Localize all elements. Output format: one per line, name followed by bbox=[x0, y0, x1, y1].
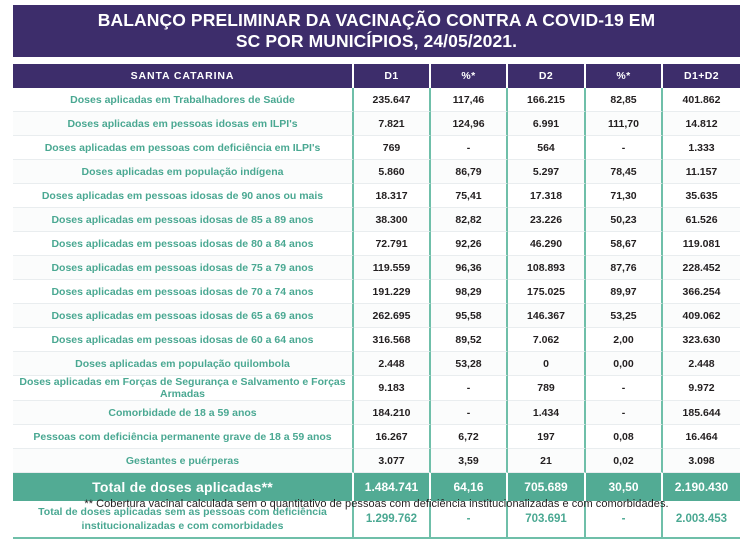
table-row bbox=[13, 376, 740, 401]
cell-pct2: 82,85 bbox=[586, 88, 663, 112]
row-label: Gestantes e puérperas bbox=[13, 449, 354, 473]
cell-pct2: - bbox=[586, 376, 663, 401]
table-row bbox=[13, 401, 740, 425]
cell-pct2: - bbox=[586, 136, 663, 160]
row-label: Doses aplicadas em pessoas idosas de 60 a 64 anos bbox=[13, 328, 354, 352]
table-row bbox=[13, 425, 740, 449]
subtotal-cell-pct1: - bbox=[431, 501, 508, 539]
table-header-row bbox=[13, 64, 740, 88]
column-header-d2: D2 bbox=[508, 64, 586, 88]
cell-d1: 119.559 bbox=[354, 256, 431, 280]
cell-d1: 5.860 bbox=[354, 160, 431, 184]
cell-total: 16.464 bbox=[663, 425, 740, 449]
subtotal-label-line-2: institucionalizadas e com comorbidades bbox=[81, 520, 284, 532]
table-row bbox=[13, 88, 740, 112]
cell-total: 409.062 bbox=[663, 304, 740, 328]
total-cell-d1: 1.484.741 bbox=[354, 473, 431, 501]
cell-pct1: 53,28 bbox=[431, 352, 508, 376]
page-title-banner bbox=[13, 5, 740, 57]
cell-total: 366.254 bbox=[663, 280, 740, 304]
cell-d1: 9.183 bbox=[354, 376, 431, 401]
cell-d1: 769 bbox=[354, 136, 431, 160]
cell-total: 3.098 bbox=[663, 449, 740, 473]
cell-d1: 316.568 bbox=[354, 328, 431, 352]
cell-d2: 5.297 bbox=[508, 160, 586, 184]
table-row bbox=[13, 280, 740, 304]
cell-pct1: 117,46 bbox=[431, 88, 508, 112]
cell-total: 14.812 bbox=[663, 112, 740, 136]
subtotal-cell-d2: 703.691 bbox=[508, 501, 586, 539]
cell-pct2: 89,97 bbox=[586, 280, 663, 304]
cell-pct1: - bbox=[431, 376, 508, 401]
table-row bbox=[13, 232, 740, 256]
row-label: Doses aplicadas em população indígena bbox=[13, 160, 354, 184]
footnote-text: ** Cobertura vacinal calculada sem o quantitativo de pessoas com deficiência institucionalizadas e com comorbidades. bbox=[84, 498, 669, 510]
cell-pct1: 75,41 bbox=[431, 184, 508, 208]
cell-total: 9.972 bbox=[663, 376, 740, 401]
cell-pct2: 2,00 bbox=[586, 328, 663, 352]
cell-total: 61.526 bbox=[663, 208, 740, 232]
cell-pct2: 87,76 bbox=[586, 256, 663, 280]
cell-d2: 0 bbox=[508, 352, 586, 376]
cell-d2: 21 bbox=[508, 449, 586, 473]
total-cell-pct1: 64,16 bbox=[431, 473, 508, 501]
cell-d2: 46.290 bbox=[508, 232, 586, 256]
table-row bbox=[13, 304, 740, 328]
cell-pct2: 0,08 bbox=[586, 425, 663, 449]
subtotal-cell-d1: 1.299.762 bbox=[354, 501, 431, 539]
table-row bbox=[13, 256, 740, 280]
cell-d2: 1.434 bbox=[508, 401, 586, 425]
table-row bbox=[13, 449, 740, 473]
row-label: Doses aplicadas em pessoas idosas de 70 a 74 anos bbox=[13, 280, 354, 304]
cell-d1: 184.210 bbox=[354, 401, 431, 425]
total-row-label: Total de doses aplicadas** bbox=[13, 473, 354, 501]
cell-d1: 3.077 bbox=[354, 449, 431, 473]
cell-pct2: 111,70 bbox=[586, 112, 663, 136]
cell-pct1: - bbox=[431, 401, 508, 425]
cell-d2: 166.215 bbox=[508, 88, 586, 112]
cell-d2: 146.367 bbox=[508, 304, 586, 328]
table-header bbox=[13, 64, 740, 88]
table-row bbox=[13, 328, 740, 352]
cell-d1: 38.300 bbox=[354, 208, 431, 232]
table-body bbox=[13, 88, 740, 539]
row-label: Comorbidade de 18 a 59 anos bbox=[13, 401, 354, 425]
cell-pct2: - bbox=[586, 401, 663, 425]
cell-pct2: 50,23 bbox=[586, 208, 663, 232]
row-label: Doses aplicadas em pessoas idosas de 65 a 69 anos bbox=[13, 304, 354, 328]
cell-pct2: 0,02 bbox=[586, 449, 663, 473]
vaccination-table bbox=[13, 64, 740, 539]
cell-d1: 7.821 bbox=[354, 112, 431, 136]
cell-pct1: 6,72 bbox=[431, 425, 508, 449]
cell-d1: 72.791 bbox=[354, 232, 431, 256]
cell-total: 401.862 bbox=[663, 88, 740, 112]
cell-d1: 18.317 bbox=[354, 184, 431, 208]
row-label: Doses aplicadas em pessoas idosas de 80 a 84 anos bbox=[13, 232, 354, 256]
cell-pct2: 0,00 bbox=[586, 352, 663, 376]
column-header-d1: D1 bbox=[354, 64, 431, 88]
page-title-line-2: SC POR MUNICÍPIOS, 24/05/2021. bbox=[235, 31, 518, 51]
cell-d1: 262.695 bbox=[354, 304, 431, 328]
row-label: Doses aplicadas em pessoas com deficiência em ILPI's bbox=[13, 136, 354, 160]
cell-pct1: 96,36 bbox=[431, 256, 508, 280]
total-cell-total: 2.190.430 bbox=[663, 473, 740, 501]
cell-d1: 16.267 bbox=[354, 425, 431, 449]
cell-d2: 108.893 bbox=[508, 256, 586, 280]
subtotal-cell-pct2: - bbox=[586, 501, 663, 539]
cell-d2: 23.226 bbox=[508, 208, 586, 232]
cell-pct2: 58,67 bbox=[586, 232, 663, 256]
cell-total: 1.333 bbox=[663, 136, 740, 160]
cell-pct1: 86,79 bbox=[431, 160, 508, 184]
cell-d2: 17.318 bbox=[508, 184, 586, 208]
cell-d1: 235.647 bbox=[354, 88, 431, 112]
row-label: Doses aplicadas em Forças de Segurança e Salvamento e Forças Armadas bbox=[13, 376, 354, 401]
cell-total: 2.448 bbox=[663, 352, 740, 376]
table-row bbox=[13, 160, 740, 184]
cell-total: 11.157 bbox=[663, 160, 740, 184]
cell-pct1: 95,58 bbox=[431, 304, 508, 328]
row-label: Doses aplicadas em pessoas idosas de 75 a 79 anos bbox=[13, 256, 354, 280]
column-header-pct2: %* bbox=[586, 64, 663, 88]
subtotal-label-line-1: Total de doses aplicadas sem as pessoas com deficiência bbox=[38, 505, 327, 518]
cell-d2: 197 bbox=[508, 425, 586, 449]
vaccination-table-container bbox=[13, 64, 740, 539]
cell-pct1: 124,96 bbox=[431, 112, 508, 136]
cell-d1: 2.448 bbox=[354, 352, 431, 376]
table-row bbox=[13, 352, 740, 376]
table-row bbox=[13, 136, 740, 160]
total-cell-d2: 705.689 bbox=[508, 473, 586, 501]
cell-d2: 564 bbox=[508, 136, 586, 160]
cell-pct2: 78,45 bbox=[586, 160, 663, 184]
cell-d2: 175.025 bbox=[508, 280, 586, 304]
cell-pct2: 53,25 bbox=[586, 304, 663, 328]
cell-d2: 6.991 bbox=[508, 112, 586, 136]
cell-total: 185.644 bbox=[663, 401, 740, 425]
cell-pct1: - bbox=[431, 136, 508, 160]
page-title-line-1: BALANÇO PRELIMINAR DA VACINAÇÃO CONTRA A COVID-19 EM bbox=[97, 10, 656, 31]
row-label: Pessoas com deficiência permanente grave de 18 a 59 anos bbox=[13, 425, 354, 449]
cell-total: 323.630 bbox=[663, 328, 740, 352]
cell-pct2: 71,30 bbox=[586, 184, 663, 208]
cell-total: 35.635 bbox=[663, 184, 740, 208]
row-label: Doses aplicadas em Trabalhadores de Saúde bbox=[13, 88, 354, 112]
row-label: Doses aplicadas em pessoas idosas de 85 a 89 anos bbox=[13, 208, 354, 232]
cell-total: 119.081 bbox=[663, 232, 740, 256]
cell-pct1: 92,26 bbox=[431, 232, 508, 256]
cell-pct1: 3,59 bbox=[431, 449, 508, 473]
table-row bbox=[13, 184, 740, 208]
row-label: Doses aplicadas em pessoas idosas em ILPI's bbox=[13, 112, 354, 136]
cell-pct1: 89,52 bbox=[431, 328, 508, 352]
cell-pct1: 82,82 bbox=[431, 208, 508, 232]
cell-d1: 191.229 bbox=[354, 280, 431, 304]
subtotal-cell-total: 2.003.453 bbox=[663, 501, 740, 539]
cell-d2: 789 bbox=[508, 376, 586, 401]
table-row bbox=[13, 208, 740, 232]
column-header-d1-plus-d2: D1+D2 bbox=[663, 64, 740, 88]
table-row bbox=[13, 112, 740, 136]
table-total-row bbox=[13, 473, 740, 501]
column-header-region: SANTA CATARINA bbox=[13, 64, 354, 88]
total-cell-pct2: 30,50 bbox=[586, 473, 663, 501]
cell-pct1: 98,29 bbox=[431, 280, 508, 304]
row-label: Doses aplicadas em pessoas idosas de 90 anos ou mais bbox=[13, 184, 354, 208]
cell-d2: 7.062 bbox=[508, 328, 586, 352]
row-label: Doses aplicadas em população quilombola bbox=[13, 352, 354, 376]
cell-total: 228.452 bbox=[663, 256, 740, 280]
column-header-pct1: %* bbox=[431, 64, 508, 88]
